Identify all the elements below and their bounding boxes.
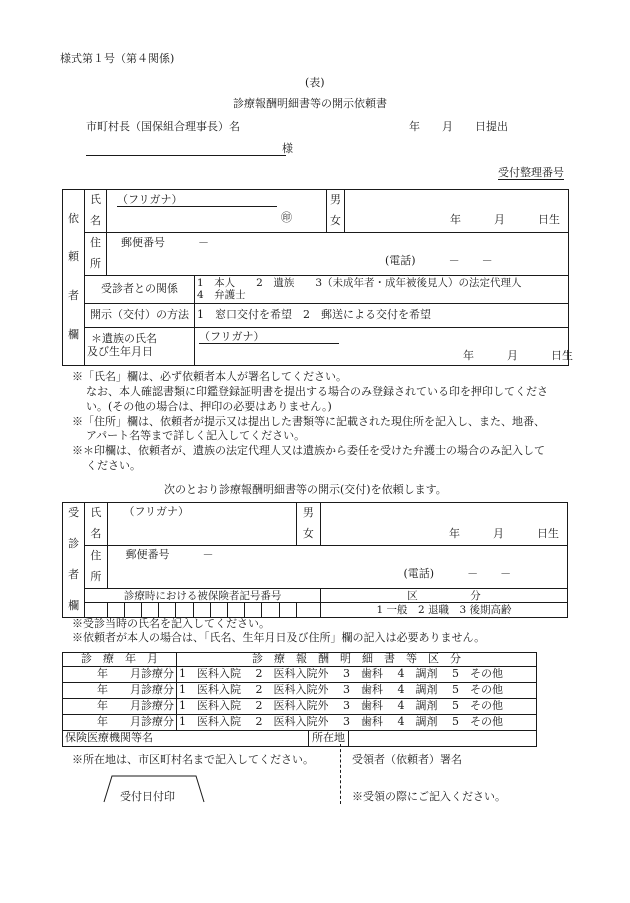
request-statement: 次のとおり診療報酬明細書等の開示(交付)を依頼します。 [164, 483, 447, 496]
treatment-month[interactable]: 年 月診療分 [63, 667, 177, 683]
requester-address-field[interactable] [107, 232, 569, 275]
receipt-stamp-label: 受付日付印 [120, 790, 175, 803]
requester-address-label: 住 所 [85, 232, 107, 275]
page-title: 診療報酬明細書等の開示依頼書 [233, 97, 387, 110]
insured-digit-box[interactable] [245, 603, 262, 617]
addressee-name-line[interactable] [86, 143, 286, 156]
deceased-birth: 年 月 日生 [463, 348, 573, 362]
insured-digit-box[interactable] [141, 603, 158, 617]
patient-address-field[interactable] [107, 546, 568, 589]
requester-name-field[interactable] [107, 190, 327, 233]
insured-digit-box[interactable] [262, 603, 279, 617]
requester-furigana: （フリガナ） [117, 194, 277, 207]
insured-digit-box[interactable] [227, 603, 244, 617]
receipt-number-label: 受付整理番号 [498, 166, 564, 179]
patient-furigana: （フリガナ） [123, 505, 189, 518]
relation-label: 受診者との関係 [85, 275, 195, 303]
header-category: 診 療 報 酬 明 細 書 等 区 分 [177, 653, 537, 667]
location-label: 所在地 [309, 731, 349, 747]
insured-digit-box[interactable] [159, 603, 176, 617]
treatment-month[interactable]: 年 月診療分 [63, 699, 177, 715]
institution-label: 保険医療機関等名 [65, 731, 153, 745]
deceased-furigana: （フリガナ） [199, 331, 339, 344]
treatment-options[interactable]: 1 医科入院 2 医科入院外 3 歯科 4 調剤 5 その他 [177, 683, 537, 699]
requester-side-label: 依 頼 者 欄 [63, 190, 85, 366]
location-field[interactable] [349, 731, 537, 747]
treatment-options[interactable]: 1 医科入院 2 医科入院外 3 歯科 4 調剤 5 その他 [177, 715, 537, 731]
signature-divider [340, 744, 341, 804]
requester-birth-field[interactable]: 年 月 日生 [345, 190, 569, 233]
treatment-options[interactable]: 1 医科入院 2 医科入院外 3 歯科 4 調剤 5 その他 [177, 699, 537, 715]
insured-number-label: 診療時における被保険者記号番号 [85, 589, 321, 603]
patient-phone: (電話) － － [403, 567, 512, 581]
patient-name-field[interactable] [107, 503, 296, 546]
requester-table [62, 189, 573, 366]
insured-digit-box[interactable] [193, 603, 210, 617]
patient-table [62, 502, 568, 618]
requester-phone: (電話) － － [385, 253, 493, 267]
method-options[interactable]: 1 窓口交付を希望 2 郵送による交付を希望 [195, 303, 569, 327]
institution-field[interactable] [63, 731, 309, 747]
sama-label: 様 [282, 142, 293, 155]
deceased-label: ＊遺族の氏名 及び生年月日 [85, 327, 195, 365]
recipient-note: ※受領の際にご記入ください。 [352, 790, 506, 803]
insured-digit-box[interactable] [124, 603, 141, 617]
insured-digit-box[interactable] [107, 603, 124, 617]
insured-digit-box[interactable] [85, 603, 107, 617]
treatment-month[interactable]: 年 月診療分 [63, 715, 177, 731]
location-note: ※所在地は、市区町村名まで記入してください。 [72, 753, 314, 766]
submit-date: 年 月 日提出 [409, 120, 508, 133]
insured-digit-box[interactable] [176, 603, 193, 617]
header-month: 診 療 年 月 [63, 653, 177, 667]
front-mark: (表) [305, 76, 325, 89]
category-options[interactable]: 1 一般 2 退職 3 後期高齢 [321, 603, 568, 617]
requester-sex-field[interactable]: 男 女 [327, 190, 345, 233]
relation-options[interactable]: 1 本人 2 遺族 3（未成年者・成年被後見人）の法定代理人 4 弁護士 [195, 275, 569, 303]
patient-name-label: 氏 名 [85, 503, 107, 546]
method-label: 開示（交付）の方法 [85, 303, 195, 327]
treatment-options[interactable]: 1 医科入院 2 医科入院外 3 歯科 4 調剤 5 その他 [177, 667, 537, 683]
form-number: 様式第１号（第４関係) [60, 52, 175, 65]
patient-side-label: 受 診 者 欄 [63, 503, 85, 618]
patient-birth-field[interactable]: 年 月 日生 [321, 503, 568, 546]
recipient-signature-label: 受領者（依頼者）署名 [352, 753, 462, 766]
category-label: 区 分 [321, 589, 568, 603]
treatment-table [62, 652, 537, 747]
patient-address-label: 住 所 [85, 546, 107, 589]
seal-mark: ㊞ [281, 211, 292, 224]
patient-postal: 郵便番号 － [125, 548, 214, 562]
insured-digit-box[interactable] [296, 603, 320, 617]
requester-name-label: 氏 名 [85, 190, 107, 233]
treatment-month[interactable]: 年 月診療分 [63, 683, 177, 699]
patient-notes: ※受診当時の氏名を記入してください。 ※依頼者が本人の場合は、「氏名、生年月日及び住所」欄の記入は必要ありません。 [72, 617, 486, 645]
requester-notes: ※「氏名」欄は、必ず依頼者本人が署名してください。 なお、本人確認書類に印鑑登録証明書を提出する場合のみ登録されている印を押印してくださ い。(その他の場合は、押印の必要はありません。) ※「住所」欄は、依頼者が提示又は提出した書類等に記載された現住所を記入し、また、地番、 アパート名等まで詳しく記入してください。 ※＊印欄は、依頼者が、遺族の法定代理人又は遺族から委任を受けた弁護士の場合のみ記入して ください。 [72, 370, 548, 473]
deceased-field[interactable] [195, 327, 573, 365]
requester-postal: 郵便番号 － [121, 235, 209, 249]
insured-digit-box[interactable] [279, 603, 296, 617]
addressee: 市町村長（国保組合理事長）名 [86, 120, 240, 133]
patient-sex-field[interactable]: 男 女 [296, 503, 320, 546]
insured-digit-box[interactable] [210, 603, 227, 617]
